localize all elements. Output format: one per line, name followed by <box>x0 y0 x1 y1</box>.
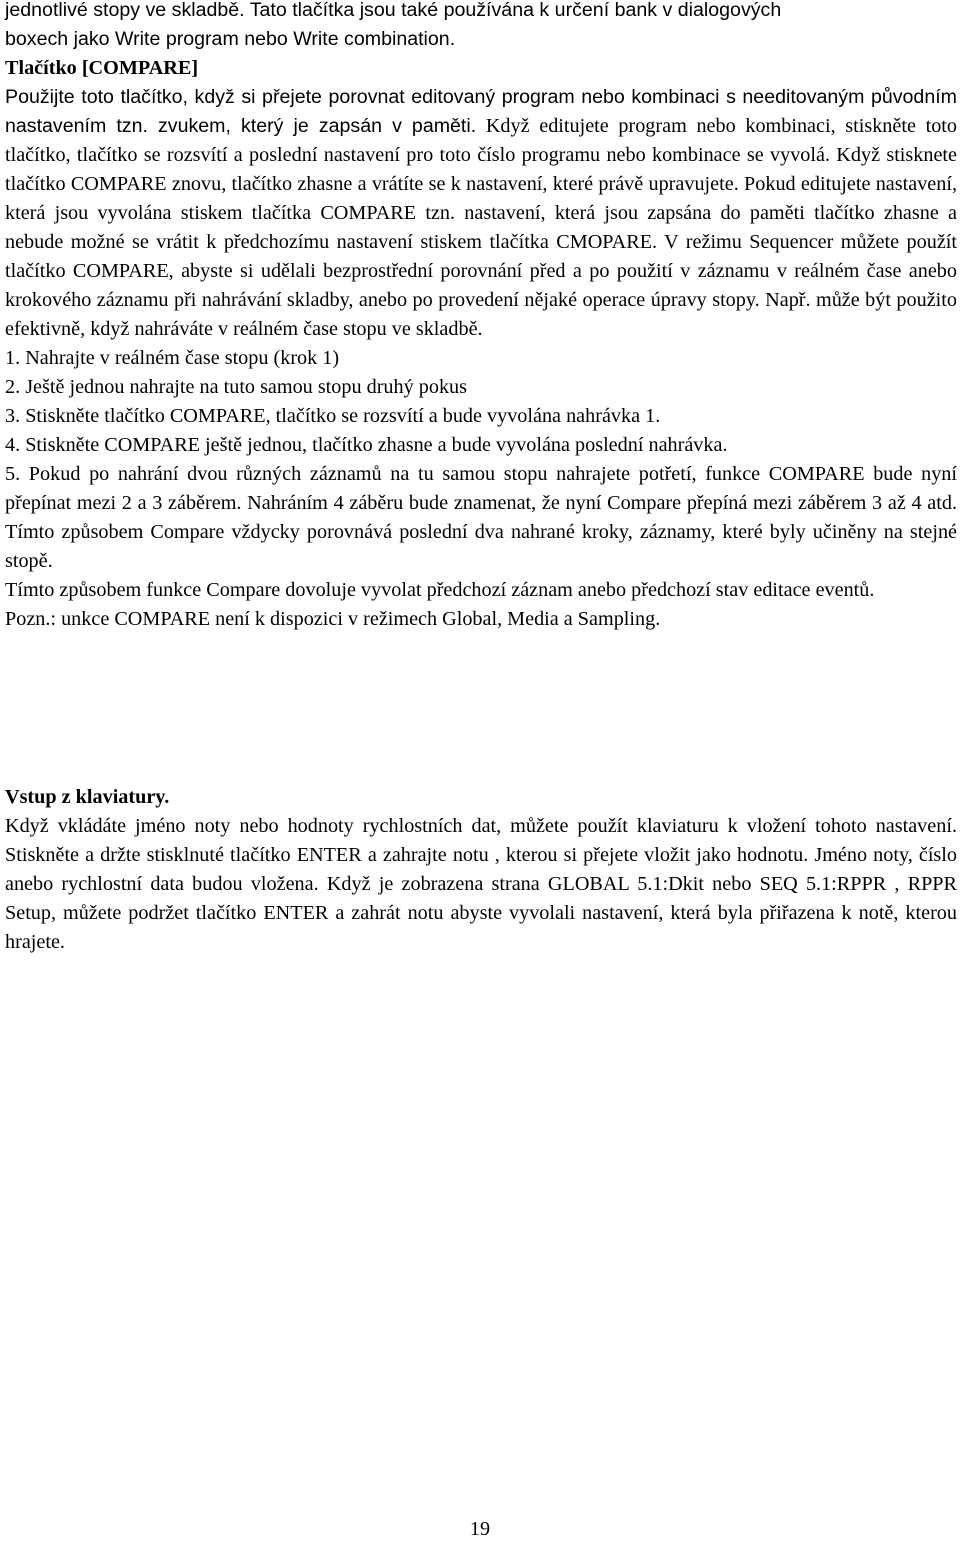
keyboard-heading: Vstup z klaviatury. <box>5 786 170 808</box>
compare-block <box>5 0 957 634</box>
compare-body-inline: Když editujete program nebo kombinaci, stiskněte toto tlačítko, tlačítko se rozsvítí a poslední nastavení pro toto číslo programu nebo kombinace se vyvolá. Když stisknete tlačítko COMPARE znovu, tlačítko zhasne a vrátíte se k nastavení, které právě upravujete. Pokud editujete nastavení, která jsou vyvolána stiskem tlačítka COMPARE tzn. nastavení, která jsou zapsána do paměti tlačítko zhasne a nebude možné se vrátit k předchozímu nastavení stiskem tlačítka CMOPARE. V režimu Sequencer můžete použít tlačítko COMPARE, abyste si udělali bezprostřední porovnání před a po použití v záznamu v reálném čase anebo krokového záznamu při nahrávání skladby, anebo po provedení nějaké operace úpravy stopy. Např. může být použito efektivně, když nahráváte v reálném čase stopu ve skladbě. <box>5 115 957 340</box>
compare-sans-intro: Použijte toto tlačítko, když si přejete porovnat editovaný program nebo kombinaci s needitovaným původním nastavením tzn. zvukem, který je zapsán v paměti. Když editujete program nebo kombinaci, stiskněte toto tlačítko, tlačítko se rozsvítí a poslední nastavení pro toto číslo programu nebo kombinace se vyvolá. Když stisknete tlačítko COMPARE znovu, tlačítko zhasne a vrátíte se k nastavení, které právě upravujete. Pokud editujete nastavení, která jsou vyvolána stiskem tlačítka COMPARE tzn. nastavení, která jsou zapsána do paměti tlačítko zhasne a nebude možné se vrátit k předchozímu nastavení stiskem tlačítka CMOPARE. V režimu Sequencer můžete použít tlačítko COMPARE, abyste si udělali bezprostřední porovnání před a po použití v záznamu v reálném čase anebo krokového záznamu při nahrávání skladby, anebo po provedení nějaké operace úpravy stopy. Např. může být použito efektivně, když nahráváte v reálném čase stopu ve skladbě. <box>5 86 957 340</box>
step-4: 4. Stiskněte COMPARE ještě jednou, tlačítko zhasne a bude vyvolána poslední nahrávka. <box>5 434 728 456</box>
keyboard-body: Když vkládáte jméno noty nebo hodnoty rychlostních dat, můžete použít klaviaturu k vložení tohoto nastavení. Stiskněte a držte stisklnuté tlačítko ENTER a zahrajte notu , kterou si přejete vložit jako hodnotu. Jméno noty, číslo anebo rychlostní data budou vložena. Když je zobrazena strana GLOBAL 5.1:Dkit nebo SEQ 5.1:RPPR , RPPR Setup, můžete podržet tlačítko ENTER a zahrát notu abyste vyvolali nastavení, která byla přiřazena k notě, kterou hrajete. <box>5 815 957 953</box>
step-1: 1. Nahrajte v reálném čase stopu (krok 1) <box>5 347 340 369</box>
page-number: 19 <box>469 1518 491 1540</box>
step-2: 2. Ještě jednou nahrajte na tuto samou stopu druhý pokus <box>5 376 467 398</box>
compare-closing: Tímto způsobem funkce Compare dovoluje vyvolat předchozí záznam anebo předchozí stav editace eventů. <box>5 579 875 601</box>
keyboard-block <box>5 783 957 957</box>
step-5: 5. Pokud po nahrání dvou různých záznamů na tu samou stopu nahrajete potřetí, funkce COMPARE bude nyní přepínat mezi 2 a 3 záběrem. Nahráním 4 záběru bude znamenat, že nyní Compare přepíná mezi záběrem 3 až 4 atd. Tímto způsobem Compare vždycky porovnává poslední dva nahrané kroky, záznamy, které byly učiněny na stejné stopě. <box>5 463 957 572</box>
compare-heading: Tlačítko [COMPARE] <box>5 57 199 79</box>
intro-line-1: jednotlivé stopy ve skladbě. Tato tlačítka jsou také používána k určení bank v dialogových <box>5 0 782 21</box>
step-3: 3. Stiskněte tlačítko COMPARE, tlačítko se rozsvítí a bude vyvolána nahrávka 1. <box>5 405 661 427</box>
intro-line-2: boxech jako Write program nebo Write combination. <box>5 28 456 50</box>
compare-note: Pozn.: unkce COMPARE není k dispozici v režimech Global, Media a Sampling. <box>5 608 661 630</box>
